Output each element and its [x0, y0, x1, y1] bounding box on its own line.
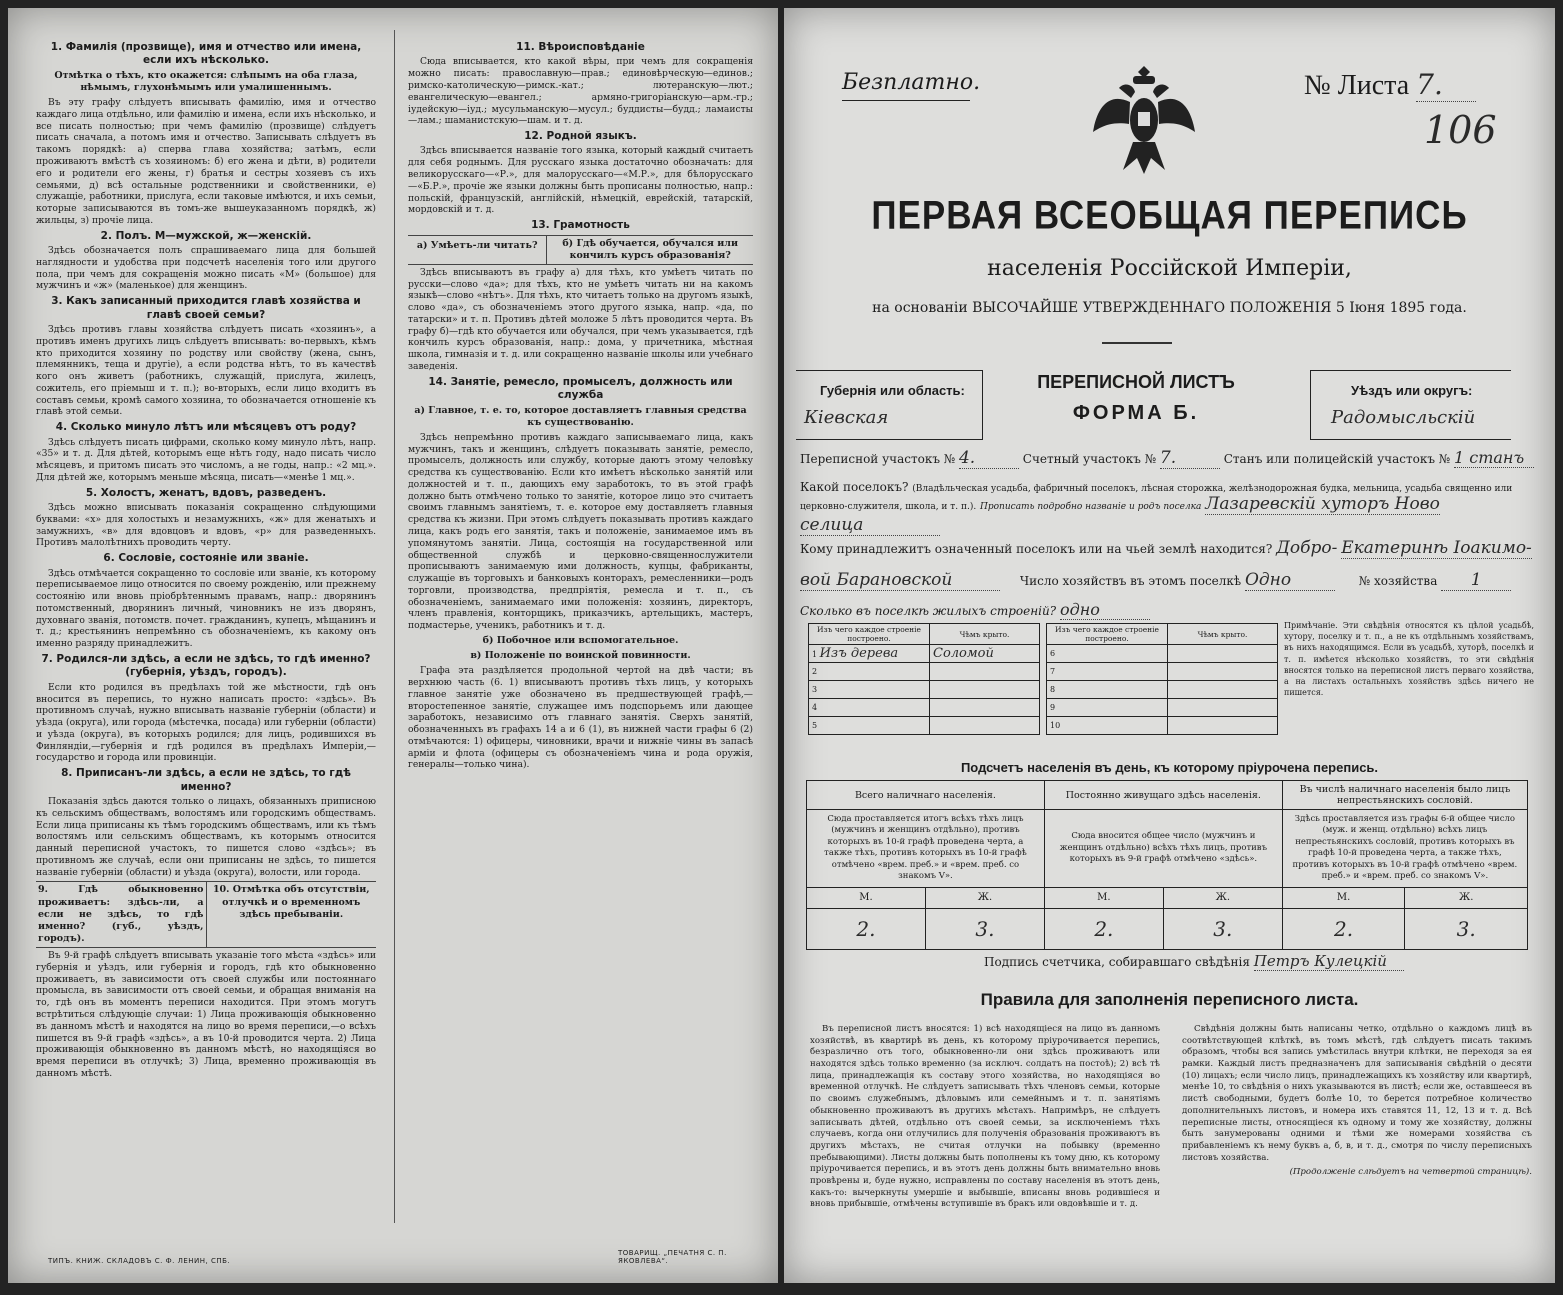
material-header-2: Изъ чего каждое строеніе построено.	[1047, 624, 1168, 645]
row-number: 5	[809, 717, 930, 735]
sheet-number-value: 7.	[1416, 68, 1476, 102]
section-7-text: Если кто родился въ предѣлахъ той же мѣстности, гдѣ онъ вносится въ перепись, то нужно написать просто: «здѣсь». Въ противномъ случаѣ, нужно вписывать названіе губерніи (области) и уѣзда (округа), или города (мѣстечка, посада) или губерніи (области) и уѣзда (округа), въ которыхъ родился; для лицъ, родившихся въ Финляндіи,—губернія и гдѣ родился въ предѣлахъ Имперіи,—государство и города или провинціи.	[36, 681, 376, 764]
row-number: 6	[1047, 645, 1168, 663]
row-number: 8	[1047, 681, 1168, 699]
row-number: 7	[1047, 663, 1168, 681]
row-number: 10	[1047, 717, 1168, 735]
section-1-note: Отмѣтка о тѣхъ, кто окажется: слѣпымъ на оба глаза, нѣмымъ, глухонѣмымъ или умалишеннымъ.	[54, 69, 358, 94]
section-14-text: Здѣсь непремѣнно противъ каждаго записываемаго лица, какъ мужчинъ, такъ и женщинъ, слѣдуетъ показывать занятіе, ремесло, промыселъ, должность или службу, которые даютъ этому человѣку средства къ существованію. Если кто имѣетъ нѣсколько занятій или должностей и т. п., дающихъ ему заработокъ, то въ этой графѣ должно быть отмѣчено только то занятіе, которое лицо это считаетъ своимъ главнымъ занятіемъ, т. е. которое ему доставляетъ главныя средства къ жизни. При этомъ слѣдуетъ показывать противъ каждаго лица, какъ родъ его занятія, такъ и положеніе, занимаемое имъ въ упомянутомъ занятіи. Лица, состоящія на государственной или общественной службѣ и церковно-священнослужители прописываютъ занимаемую ими должность, купцы, фабриканты, служащіе въ торговыхъ и банковыхъ конторахъ, ремесленники—родъ торговли, производства, предпріятія, ремесла и т. п., съ обозначеніемъ, занимаемаго ими положенія: хозяинъ, директоръ, членъ правленія, конторщикъ, приказчикъ, артельщикъ, мастеръ, подмастерье, ученикъ, работникъ и т. д.	[408, 431, 753, 632]
form-b-label: ФОРМА Б.	[1072, 401, 1200, 424]
row-number: 4	[809, 699, 930, 717]
male-header: М.	[1282, 887, 1405, 908]
district-value: Радомысльскій	[1331, 407, 1476, 428]
section-13-header	[408, 235, 753, 265]
building-row	[809, 699, 1040, 717]
rules-text-left: Въ переписной листъ вносятся: 1) всѣ находящіеся на лицо въ данномъ хозяйствѣ, въ квартирѣ въ день, къ которому пріурочивается перепись, безразлично отъ того, обыкновенно-ли они здѣсь проживаютъ или находятся здѣсь только временно (за исключ. солдатъ на постоѣ); 2) всѣ тѣ лица, принадлежащія къ составу этого хозяйства, но находящіяся во временной отлучкѣ. Не слѣдуетъ записывать тѣхъ членовъ семьи, которые по своимъ служебнымъ, дѣловымъ или семейнымъ и т. п. занятіямъ обыкновенно проживаютъ въ другихъ мѣстахъ. Напримѣръ, не слѣдуетъ записывать дѣтей, отдѣльно отъ своей семьи, за исключеніемъ тѣхъ случаевъ, когда они отлучились для полученія образованія проживаютъ въ другихъ мѣстахъ, не считая отлучки на побывку (временно пребывающими). Листы должны быть пополнены къ тому дню, къ которому пріурочивается перепись, и въ этотъ день должны быть внимательно вновь провѣрены и, буде нужно, исправлены по составу населенія въ этотъ день, какъ-то: вычеркнуты умершіе и выбывшіе, вписаны вновь родившіеся и вновь прибывшіе, отмѣчены вступившіе въ бракъ или овдовѣвшіе и т. д.	[810, 1024, 1160, 1210]
building-row	[809, 717, 1040, 735]
owner-value-1b: Добро-	[1276, 538, 1338, 558]
total-present-desc: Сюда проставляется итогъ всѣхъ тѣхъ лицъ (мужчинъ и женщинъ отдѣльно), противъ которыхъ въ 10-й графѣ проведена черта, а также тѣхъ, противъ которыхъ въ 10-й графѣ отмѣчено «врем. преб.» и «врем. преб. со знакомъ V».	[807, 810, 1045, 888]
right-page	[784, 8, 1555, 1283]
form-title	[976, 368, 1296, 429]
roof-value: Соломой	[933, 646, 994, 661]
police-area-label: Станъ или полицейскій участокъ №	[1223, 452, 1451, 466]
imperial-eagle-emblem	[1089, 62, 1199, 182]
free-underline	[842, 100, 970, 101]
district-box	[1310, 370, 1511, 440]
building-row	[1047, 645, 1278, 663]
section-9-text: Въ 9-й графѣ слѣдуетъ вписывать указаніе того мѣста «здѣсь» или губернія и уѣздъ, или губернія и городъ, гдѣ кто обыкновенно проживаетъ, въ зависимости отъ своей службы или постояннаго промысла, въ зависимости отъ своей семьи, и обращая вниманія на то, гдѣ онъ въ моментъ переписи находится. При этомъ могутъ встрѣтиться слѣдующіе случаи: 1) Лица проживающія обыкновенно въ данномъ мѣстѣ и находятся на лицо во время переписи,—о всѣхъ пишется въ 9-й графѣ «здѣсь», а въ 10-й проводится черта. 2) Лица проживающія обыкновенно въ данномъ мѣстѣ, но находящіяся во время переписи въ отлучкѣ; 3) Лица, временно проживающія въ данномъ мѣстѣ.	[36, 950, 376, 1079]
permanent-female-value: 3.	[1163, 908, 1282, 949]
building-row	[1047, 663, 1278, 681]
row-number: 9	[1047, 699, 1168, 717]
section-4-title: 4. Сколько минуло лѣтъ или мѣсяцевъ отъ роду?	[55, 421, 357, 434]
building-row	[1047, 681, 1278, 699]
rules-text-right: Свѣдѣнія должны быть написаны четко, отдѣльно о каждомъ лицѣ въ соотвѣтствующей клѣткѣ, въ томъ мѣстѣ, гдѣ слѣдуетъ писать такимъ образомъ, чтобы вся запись умѣстилась внутри клѣтки, не переходя за ея рамки. Каждый листъ предназначенъ для записыванія свѣдѣній о десяти (10) лицахъ; если число лицъ, принадлежащихъ къ хозяйству или квартирѣ, менѣе 10, то свѣдѣнія о нихъ указываются въ листѣ; если же, оставшееся въ листѣ свободными, будетъ болѣе 10, то берется потребное количество дополнительныхъ листовъ, и номера ихъ ставятся 11, 12, 13 и т. д. Всѣ переписные листы, относящіеся къ одному и тому же хозяйству, должны быть занумерованы одними и тѣми же номерами хозяйства съ прибавленіемъ къ нему буквъ а, б, в, и т. д., смотря по числу переписныхъ листовъ хозяйства.	[1182, 1024, 1532, 1163]
permanent-male-value: 2.	[1044, 908, 1163, 949]
section-13a: а) Умѣетъ-ли читать?	[408, 236, 547, 264]
census-subtitle: населенія Россійской Имперіи,	[987, 256, 1352, 281]
section-9-title: 9. Гдѣ обыкновенно проживаетъ: здѣсь-ли, а если не здѣсь, то гдѣ именно? (губ., уѣздъ, городъ).	[36, 882, 207, 947]
section-14c-title: в) Положеніе по воинской повинности.	[470, 650, 691, 662]
owner-value: Екатеринѣ Іоакимо-	[1341, 538, 1532, 558]
non-peasant-male-value: 2.	[1282, 908, 1405, 949]
row-number: 3	[809, 681, 930, 699]
signature-label: Подпись счетчика, собиравшаго свѣдѣнія	[984, 955, 1250, 969]
owner-label: Кому принадлежитъ означенный поселокъ или на чьей землѣ находится?	[800, 542, 1273, 556]
section-12-text: Здѣсь вписывается названіе того языка, который каждый считаетъ для себя роднымъ. Для русскаго языка достаточно обозначать: для великорусскаго—«Р.», для малорусскаго—«М.Р.», для бѣлорусскаго—«Б.Р.», прочіе же языки должны быть прописаны полностью, напр.: польскій, французскій, англійскій, нѣмецкій, еврейскій, татарскій, мордовскій и т. д.	[408, 145, 753, 216]
female-header: Ж.	[925, 887, 1044, 908]
province-label: Губернія или область:	[820, 383, 965, 398]
row-number: 1	[812, 650, 818, 659]
total-female-value: 3.	[925, 908, 1044, 949]
permanent-desc: Сюда вносится общее число (мужчинъ и женщинъ отдѣльно) всѣхъ тѣхъ лицъ, противъ которыхъ въ 9-й графѣ отмѣчено «здѣсь».	[1044, 810, 1282, 888]
instructions-column-1	[36, 38, 376, 1083]
building-row	[809, 663, 1040, 681]
district-label: Уѣздъ или округъ:	[1351, 383, 1473, 398]
buildings-table-left	[808, 623, 1040, 735]
population-count-table	[806, 780, 1528, 950]
section-8-title: 8. Приписанъ-ли здѣсь, а если не здѣсь, то гдѣ именно?	[61, 767, 351, 793]
household-no-value: 1	[1441, 570, 1511, 591]
section-13b: б) Гдѣ обучается, обучался или кончилъ курсъ образованія?	[562, 237, 739, 261]
section-7-title: 7. Родился-ли здѣсь, а если не здѣсь, то гдѣ именно? (губернія, уѣздъ, городъ).	[41, 652, 371, 679]
printer-footer-left: ТИПЪ. КНИЖ. СКЛАДОВЪ С. Ф. ЛЕНИН, СПБ.	[48, 1257, 231, 1265]
section-2-text: Здѣсь обозначается полъ спрашиваемаго лица для большей наглядности и удобства при подсчетѣ населенія того или другого пола, при чемъ для сокращенія можно писать «М» (большое) для мужчинъ и «ж» (маленькое) для женщинъ.	[36, 245, 376, 292]
roof-header: Чѣмъ крыто.	[930, 624, 1040, 645]
total-male-value: 2.	[807, 908, 926, 949]
census-area-label: Переписной участокъ №	[800, 452, 956, 466]
building-row	[809, 681, 1040, 699]
section-12-title: 12. Родной языкъ.	[524, 130, 637, 143]
buildings-line	[800, 600, 1200, 620]
section-5-title: 5. Холостъ, женатъ, вдовъ, разведенъ.	[85, 486, 327, 499]
section-10-title: 10. Отмѣтка объ отсутствіи, отлучкѣ и о временномъ здѣсь пребываніи.	[212, 884, 370, 920]
settlement-value: Лазаревскій хуторъ Ново	[1205, 494, 1440, 514]
female-header: Ж.	[1163, 887, 1282, 908]
section-11-text: Сюда вписывается, кто какой вѣры, при чемъ для сокращенія можно писать: православную—прав.; единовѣрческую—единов.; римско-католическую—римск.-кат.; лютеранскую—лют.; евангелическую—евангел.; армяно-григоріанскую—арм.-гр.; іудейскую—іуд.; мусульманскую—мусул.; буддисты—будд.; ламаисты—лам.; шаманистскую—шам. и т. д.	[408, 56, 753, 127]
male-header: М.	[807, 887, 926, 908]
section-1-title: 1. Фамилія (прозвище), имя и отчество или имена, если ихъ нѣсколько.	[50, 41, 362, 67]
buildings-label: Сколько въ поселкѣ жилыхъ строеній?	[800, 604, 1057, 618]
buildings-table-right	[1046, 623, 1278, 735]
section-6-text: Здѣсь отмѣчается сокращенно то сословіе или званіе, къ которому переписываемое лицо относится по своему рожденію, или прежнему состоянію или вновь пріобрѣтеннымъ правамъ, напр.: дворянинъ потомственный, дворянинъ личный, чиновникъ не изъ дворянъ, духовнаго званія, потомств. почет. гражданинъ, купецъ, мѣщанинъ и т. д.; крестьянинъ непремѣнно съ обозначеніемъ, къ какому онъ именно разряду принадлежитъ.	[36, 567, 376, 650]
section-4-text: Здѣсь слѣдуетъ писать цифрами, сколько кому минуло лѣтъ, напр. «35» и т. д. Для дѣтей, которымъ еще нѣтъ году, надо писать число мѣсяцевъ, и притомъ писать это числомъ, а не годы, напр.: «2 мц.». Для дѣтей же, которымъ меньше мѣсяца, писать—«менѣе 1 мц.».	[36, 436, 376, 483]
section-11-title: 11. Вѣроисповѣданіе	[516, 41, 645, 53]
households-line	[800, 570, 1545, 591]
form-title-text: ПЕРЕПИСНОЙ ЛИСТЪ	[1037, 372, 1235, 392]
section-14b-title: б) Побочное или вспомогательное.	[482, 634, 679, 646]
legal-basis: на основаніи ВЫСОЧАЙШЕ УТВЕРЖДЕННАГО ПОЛОЖЕНІЯ 5 Іюня 1895 года.	[872, 300, 1467, 316]
section-14b-text: Графа эта раздѣляется продольной чертой на двѣ части; въ верхнюю часть (6. 1) вписываютъ противъ тѣхъ лицъ, у которыхъ главное занятіе уже обозначено въ предшествующей графѣ,—второстепенное занятіе, служащее имъ подспорьемъ или дающее заработокъ, независимо отъ главнаго занятія. Сверхъ занятій, обозначенныхъ въ графахъ 14 а и 6 (1), въ нижней части графы 6 (2) отмѣчаются: 1) офицеры, чиновники, врачи и нижніе чины въ запасѣ арміи и флота (офицеры съ обозначеніемъ чина и рода оружія, генералы—только чина).	[408, 665, 753, 771]
census-area-line	[800, 448, 1545, 469]
settlement-hint: (Владѣльческая усадьба, фабричный поселокъ, лѣсная сторожка, желѣзнодорожная будка, мельница, усадьба священно или церковно-служителя, школа, и т. п.).	[800, 484, 1513, 512]
settlement-hint-2: Прописать подробно названіе и родъ поселка	[980, 502, 1202, 512]
building-row	[1047, 699, 1278, 717]
section-5-text: Здѣсь можно вписывать показанія сокращенно слѣдующими буквами: «х» для холостыхъ и незамужнихъ, «ж» для женатыхъ и замужнихъ, «в» для вдовцовъ и вдовъ, «р» для разведенныхъ. Противъ малолѣтнихъ проводить черту.	[36, 502, 376, 549]
signature-value: Петръ Кулецкій	[1254, 952, 1404, 971]
section-13-title: 13. Грамотность	[531, 219, 630, 232]
non-peasant-header: Въ числѣ наличнаго населенія было лицъ непрестьянскихъ сословій.	[1282, 781, 1527, 810]
province-box	[796, 370, 983, 440]
column-divider	[394, 30, 395, 1223]
left-page	[8, 8, 778, 1283]
material-header: Изъ чего каждое строеніе построено.	[809, 624, 930, 645]
census-title: ПЕРВАЯ ВСЕОБЩАЯ ПЕРЕПИСЬ	[871, 193, 1468, 238]
building-row	[809, 645, 1040, 663]
female-header: Ж.	[1405, 887, 1528, 908]
police-area-value: 1 станъ	[1454, 448, 1534, 468]
settlement-line	[800, 480, 1545, 536]
section-1-text: Въ эту графу слѣдуетъ вписывать фамилію, имя и отчество каждаго лица отдѣльно, или фамилію и имена, если ихъ нѣсколько, и все писать полностью; при чемъ фамилію (прозвище) слѣдуетъ писать сначала, а потомъ имя и отчество. Записывать слѣдуетъ въ такомъ порядкѣ: а) сперва глава хозяйства; затѣмъ, если проживаютъ вмѣстѣ съ хозяиномъ: б) его жена и дѣти, в) родители его и родители его жены, г) братья и сестры хозяевъ съ ихъ семьями, д) всѣ остальные родственники и свойственники, е) служащіе, работники, прислуга, если таковые имѣются, и ихъ семьи, которые записываются въ томъ-же вышеуказанномъ порядкѣ, ж) жильцы, з) прочіе лица.	[36, 97, 377, 226]
section-13-text: Здѣсь вписываютъ въ графу а) для тѣхъ, кто умѣетъ читать по русски—слово «да»; для тѣхъ, кто не умѣетъ читать ни на какомъ языкѣ—слово «нѣтъ». Для тѣхъ, кто читаетъ только на другомъ языкѣ, слово «да», съ обозначеніемъ этого другого языка, напр. «да, по татарски» и т. п. Противъ дѣтей моложе 5 лѣтъ проводится черта. Въ графу б)—гдѣ кто обучается или обучался, при чемъ указывается, гдѣ кончилъ курсъ образованія, напр.: дома, у причетника, мѣстная школа, гимназія и т. д. или сокращенно названіе школы или учебнаго заведенія.	[408, 266, 753, 372]
material-value: Изъ дерева	[819, 646, 899, 661]
settlement-value-2: селица	[800, 515, 940, 536]
building-row	[1047, 717, 1278, 735]
signature-line	[984, 952, 1524, 971]
section-3-text: Здѣсь противъ главы хозяйства слѣдуетъ писать «хозяинъ», а противъ именъ другихъ лицъ слѣдуетъ вписывать: во-первыхъ, кѣмъ кто приходится хозяину по родству или свойству (жена, сынъ, племянникъ, теща и другіе), а если родства нѣтъ, то въ качествѣ кого онъ живетъ (работникъ, служащій, прислуга, жилецъ, сожитель, его пріемыш и т. п.); во-вторыхъ, если лицо входитъ въ составъ семьи, кромѣ самого хозяина, то обозначается отношеніе къ главѣ этой семьи.	[36, 323, 376, 418]
section-9-10-header	[36, 881, 376, 948]
population-count-title: Подсчетъ населенія въ день, къ которому пріурочена перепись.	[960, 760, 1379, 775]
non-peasant-female-value: 3.	[1405, 908, 1528, 949]
household-no-label: № хозяйства	[1358, 574, 1438, 588]
total-present-header: Всего наличнаго населенія.	[807, 781, 1045, 810]
male-header: М.	[1044, 887, 1163, 908]
buildings-value: одно	[1060, 600, 1150, 620]
rules-column-left	[810, 1024, 1160, 1214]
non-peasant-desc: Здѣсь проставляется изъ графы 6-й общее число (муж. и женщ. отдѣльно) всѣхъ лицъ непрестьянскихъ сословій, противъ которыхъ въ графѣ 10-й проведена черта, а также тѣхъ, противъ которыхъ въ 10-й графѣ отмѣчено «врем. преб.» и «врем. преб. со знакомъ V».	[1282, 810, 1527, 888]
free-label: Безплатно.	[842, 70, 981, 95]
rules-title: Правила для заполненія переписного листа.	[980, 990, 1359, 1009]
printer-footer-right: ТОВАРИЩ. „ПЕЧАТНЯ С. П. ЯКОВЛЕВА“.	[618, 1249, 727, 1265]
roof-header-2: Чѣмъ крыто.	[1168, 624, 1278, 645]
decorative-rule	[1102, 342, 1172, 344]
buildings-note: Примѣчаніе. Эти свѣдѣнія относятся къ цѣлой усадьбѣ, хутору, поселку и т. п., а не къ отдѣльнымъ хозяйствамъ, въ нихъ находящимся. Если въ усадьбѣ, хуторѣ, поселкѣ и т. п. имѣется нѣсколько хозяйствъ, то эти свѣдѣнія вносятся только на переписной листъ перваго хозяйства, а на листахъ остальныхъ хозяйствъ здѣсь ничего не пишется.	[1284, 621, 1534, 698]
rules-column-right	[1182, 1024, 1532, 1182]
permanent-header: Постоянно живущаго здѣсь населенія.	[1044, 781, 1282, 810]
settlement-label: Какой поселокъ?	[800, 480, 909, 494]
instructions-column-2	[408, 38, 753, 774]
count-area-label: Счетный участокъ №	[1022, 452, 1157, 466]
buildings-tables	[808, 623, 1278, 735]
rules-continued: (Продолженіе слѣдуетъ на четвертой страницѣ).	[1289, 1167, 1532, 1178]
sheet-number-label: № Листа	[1304, 70, 1410, 101]
section-8-text: Показанія здѣсь даются только о лицахъ, обязанныхъ приписною къ сельскимъ обществамъ, волостямъ или городскимъ обществамъ. Если лица приписаны къ тѣмъ городскимъ обществамъ, или къ тѣмъ волостямъ или сельскимъ обществамъ, къ которымъ относится данный переписной участокъ, то пишется слово «здѣсь»; въ противномъ же случаѣ, если они приписаны не здѣсь, то пишется названіе губерніи (области) и уѣзда (округа), волости, или города.	[36, 796, 376, 878]
census-area-value: 4.	[959, 448, 1019, 469]
section-3-title: 3. Какъ записанный приходится главѣ хозяйства и главѣ своей семьи?	[51, 295, 361, 321]
owner-line	[800, 538, 1545, 559]
section-6-title: 6. Сословіе, состояніе или званіе.	[103, 552, 309, 565]
section-14a: а) Главное, т. е. то, которое доставляетъ главныя средства къ существованію.	[414, 404, 747, 428]
province-value: Кіевская	[804, 407, 889, 428]
archive-page-number: 106	[1424, 108, 1497, 152]
section-14-title: 14. Занятіе, ремесло, промыселъ, должность или служба	[428, 375, 733, 402]
households-value: Одно	[1245, 570, 1335, 591]
sheet-number	[1304, 68, 1476, 102]
row-number: 2	[809, 663, 930, 681]
owner-value-2: вой Барановской	[800, 570, 1000, 591]
count-area-value: 7.	[1160, 448, 1220, 469]
households-label: Число хозяйствъ въ этомъ поселкѣ	[1019, 574, 1242, 588]
section-2-title: 2. Полъ. М—мужской, ж—женскій.	[100, 229, 312, 242]
